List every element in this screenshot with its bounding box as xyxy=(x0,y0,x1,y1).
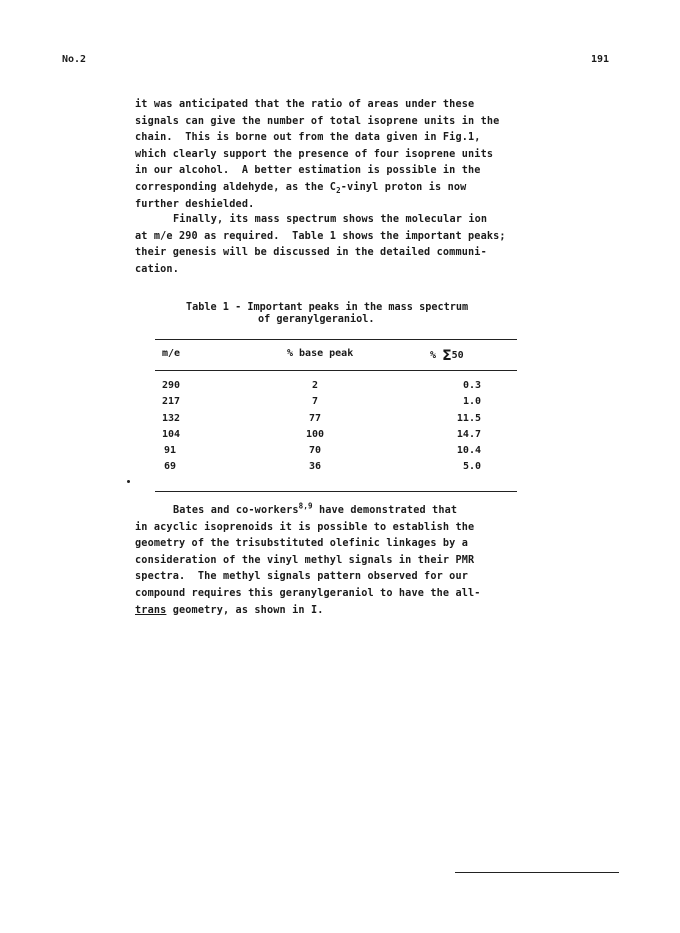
text-line: consideration of the vinyl methyl signals in their PMR xyxy=(135,554,475,566)
text-line: spectra. The methyl signals pattern observed for our xyxy=(135,571,469,583)
paragraph-2 xyxy=(135,212,555,278)
table-row xyxy=(155,396,517,412)
cell-m-e: 91 xyxy=(164,445,177,457)
column-header-sum-50 xyxy=(430,348,464,364)
cell-base-peak: 36 xyxy=(308,461,322,473)
text-line: Finally, its mass spectrum shows the molecular ion xyxy=(173,214,488,225)
text-line: it was anticipated that the ratio of areas under these xyxy=(135,99,475,110)
reference-superscript: 8,9 xyxy=(298,501,313,511)
text-fragment: Bates and co-workers xyxy=(173,505,299,516)
text-line: in acyclic isoprenoids it is possible to establish the xyxy=(135,521,475,533)
table-row xyxy=(155,445,517,461)
text-fragment: -vinyl proton is now xyxy=(340,181,467,193)
table-top-rule xyxy=(155,339,517,340)
text-line: cation. xyxy=(135,263,179,275)
column-header-m-e: m/e xyxy=(162,348,181,359)
table-caption xyxy=(186,302,468,325)
table-header-rule xyxy=(155,370,517,371)
text-line: at m/e 290 as required. Table 1 shows the important peaks; xyxy=(135,230,506,242)
table-bottom-rule xyxy=(155,491,517,492)
text-line: further deshielded. xyxy=(135,198,255,210)
cell-sum-50: 11.5 xyxy=(456,412,481,424)
table-body xyxy=(155,380,517,478)
table-row xyxy=(155,380,517,396)
cell-sum-50: 10.4 xyxy=(456,445,481,457)
column-header-base-peak: % base peak xyxy=(287,348,354,359)
cell-m-e: 69 xyxy=(164,461,177,473)
text-line-with-superscript xyxy=(135,503,555,520)
text-line: which clearly support the presence of four isoprene units xyxy=(135,148,494,160)
table-row xyxy=(155,429,517,445)
cell-m-e: 132 xyxy=(162,412,181,424)
paragraph-1 xyxy=(135,97,555,213)
cell-m-e: 217 xyxy=(162,396,181,408)
text-line-with-underline xyxy=(135,603,555,620)
text-fragment: geometry, as shown in I. xyxy=(166,604,324,616)
caption-line: Table 1 - Important peaks in the mass spectrum xyxy=(186,302,469,313)
cell-m-e: 104 xyxy=(162,428,181,440)
footnote-rule xyxy=(455,872,619,873)
page-number: 191 xyxy=(591,54,610,65)
sigma-symbol: Σ xyxy=(442,348,452,364)
paragraph-3 xyxy=(135,503,555,619)
text-line-with-subscript xyxy=(135,180,555,197)
cell-sum-50: 0.3 xyxy=(462,380,481,391)
cell-sum-50: 14.7 xyxy=(456,428,481,440)
stray-mark xyxy=(127,480,130,483)
underlined-term: trans xyxy=(135,604,167,616)
text-line: chain. This is borne out from the data given in Fig.1, xyxy=(135,132,481,144)
cell-base-peak: 70 xyxy=(308,445,322,457)
text-line: geometry of the trisubstituted olefinic linkages by a xyxy=(135,538,469,550)
text-fragment: have demonstrated that xyxy=(312,505,458,516)
subscript: 2 xyxy=(336,186,341,195)
cell-base-peak: 100 xyxy=(305,428,325,440)
cell-base-peak: 2 xyxy=(311,380,319,391)
text-line: in our alcohol. A better estimation is possible in the xyxy=(135,165,481,177)
table-row xyxy=(155,461,517,477)
cell-base-peak: 7 xyxy=(311,396,319,408)
table-row xyxy=(155,413,517,429)
issue-number: No.2 xyxy=(62,54,87,65)
text-line: signals can give the number of total isoprene units in the xyxy=(135,115,500,127)
cell-sum-50: 5.0 xyxy=(462,461,481,473)
cell-sum-50: 1.0 xyxy=(462,396,481,408)
cell-m-e: 290 xyxy=(162,380,181,391)
text-line: their genesis will be discussed in the detailed communi- xyxy=(135,247,487,259)
sum-subscript: 50 xyxy=(451,350,464,361)
cell-base-peak: 77 xyxy=(308,412,322,424)
text-fragment: corresponding aldehyde, as the C xyxy=(135,181,337,193)
percent-sign: % xyxy=(430,350,437,361)
caption-line: of geranylgeraniol. xyxy=(258,313,375,325)
text-line: compound requires this geranylgeraniol to have the all- xyxy=(135,587,481,599)
